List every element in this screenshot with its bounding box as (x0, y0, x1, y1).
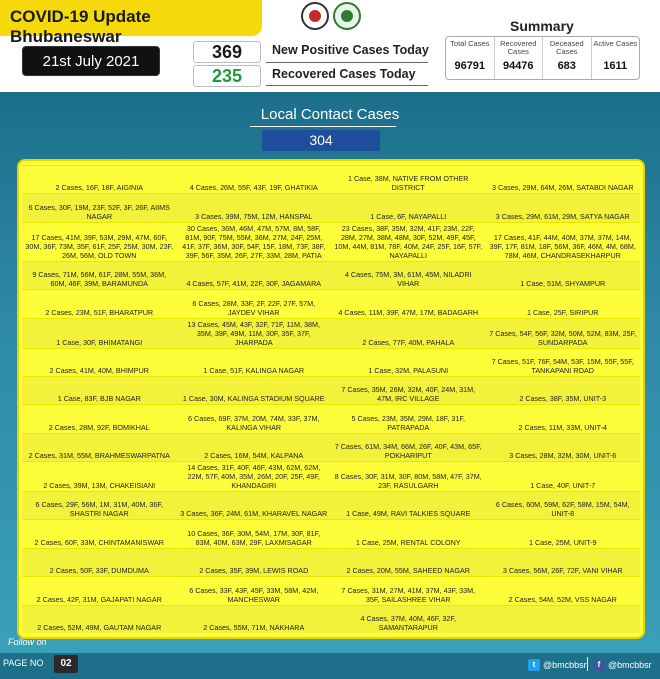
recovered-label: Recovered Cases Today (272, 67, 416, 81)
case-cell: 1 Case, 25M, RENTAL COLONY (331, 519, 486, 547)
case-cell: 8 Cases, 30F, 31M, 30F, 80M, 58M, 47F, 37M, 23F, RASULGARH (331, 461, 486, 491)
case-cell: 1 Case, 25F, SIRIPUR (486, 289, 641, 317)
case-cell: 30 Cases, 36M, 46M, 47M, 57M, 8M, 58F, 81M, 90F, 75M, 55M, 36M, 27M, 24F, 25M, 41F, 37F, 36M, 30F, 54F, 15F, 18M, 73F, 38F, 39F, 56F, 35M, 26F, 27F, 33M, 28M, PATIA (177, 222, 332, 261)
summary-deceased (543, 37, 592, 79)
case-cell: 6 Cases, 30F, 19M, 23F, 52F, 3F, 26F, AIIMS NAGAR (22, 193, 177, 221)
case-cell: 2 Cases, 35F, 39M, LEWIS ROAD (177, 548, 332, 576)
case-cell: 13 Cases, 45M, 43F, 32F, 71F, 11M, 38M, 35M, 39F, 49M, 11M, 30F, 35F, 37F, JHARPADA (177, 318, 332, 348)
case-cell: 2 Cases, 54M, 52M, VSS NAGAR (486, 576, 641, 604)
case-cell: 1 Case, 83F, BJB NAGAR (22, 376, 177, 404)
case-cell: 3 Cases, 29M, 61M, 29M, SATYA NAGAR (486, 193, 641, 221)
new-positive-count: 369 (193, 41, 261, 63)
case-cell: 2 Cases, 55M, 71M, NAKHARA (177, 605, 332, 633)
bmc-logo-icon (333, 2, 361, 30)
case-cell: 23 Cases, 38F, 35M, 32M, 41F, 23M, 22F, 28M, 27M, 38M, 48M, 30F, 52M, 49F, 45F, 10M, 44M, 81M, 78F, 40M, 24F, 25F, 16F, 57F, NAYAPALLI (331, 222, 486, 261)
case-cell: 2 Cases, 16F, 18F, AIGINIA (22, 165, 177, 193)
divider (266, 85, 428, 86)
case-cell: 17 Cases, 41M, 39F, 53M, 29M, 47M, 60F, 30M, 36F, 73M, 35F, 61F, 25F, 25M, 30M, 23F, 26M, 56M, OLD TOWN (22, 222, 177, 261)
case-cell: 2 Cases, 23M, 51F, BHARATPUR (22, 289, 177, 317)
summary-recovered (495, 37, 544, 79)
twitter-handle-text: @bmcbbsr (543, 660, 587, 670)
case-cell: 3 Cases, 28M, 32M, 30M, UNIT-6 (486, 433, 641, 461)
odisha-emblem-icon (301, 2, 329, 30)
case-cell: 1 Case, 30F, BHIMATANGI (22, 318, 177, 348)
follow-on-label: Follow on (8, 637, 47, 647)
header (0, 0, 660, 92)
case-cell: 2 Cases, 38F, 35M, UNIT-3 (486, 376, 641, 404)
date-badge: 21st July 2021 (22, 46, 160, 76)
case-cell: 6 Cases, 69F, 37M, 20M, 74M, 33F, 37M, KALINGA VIHAR (177, 404, 332, 432)
case-cell: 9 Cases, 71M, 56M, 61F, 28M, 55M, 36M, 60M, 46F, 39M, BARAMUNDA (22, 261, 177, 289)
case-cell: 14 Cases, 31F, 40F, 46F, 43M, 62M, 62M, 22M, 57F, 40M, 35M, 26M, 20F, 25F, 49F, KHANDAGIRI (177, 461, 332, 491)
case-cell: 6 Cases, 29F, 56M, 1M, 31M, 40M, 36F, SHASTRI NAGAR (22, 491, 177, 519)
summary-box (445, 36, 640, 80)
case-cell: 2 Cases, 41M, 40M, BHIMPUR (22, 348, 177, 376)
title-banner (0, 0, 262, 46)
facebook-handle-text: @bmcbbsr (608, 660, 652, 670)
case-cell: 4 Cases, 37M, 40M, 46F, 32F, SAMANTARAPUR (331, 605, 486, 633)
case-cell: 7 Cases, 31M, 27M, 41M, 37M, 43F, 33M, 35F, SAILASHREE VIHAR (331, 576, 486, 604)
case-cell: 2 Cases, 60F, 33M, CHINTAMANISWAR (22, 519, 177, 547)
cases-grid (17, 159, 645, 639)
case-cell: 1 Case, 25M, UNIT-9 (486, 519, 641, 547)
recovered-count: 235 (193, 65, 261, 87)
twitter-icon: t (528, 659, 540, 671)
divider (250, 126, 396, 127)
page-no-label: PAGE NO (3, 658, 44, 668)
case-cell: 5 Cases, 23M, 35M, 29M, 18F, 31F, PATRAPADA (331, 404, 486, 432)
case-cell: 2 Cases, 20M, 55M, SAHEED NAGAR (331, 548, 486, 576)
summary-label: Recovered Cases (500, 39, 537, 56)
case-cell: 1 Case, 30M, KALINGA STADIUM SQUARE (177, 376, 332, 404)
case-cell: 3 Cases, 39M, 75M, 12M, HANSPAL (177, 193, 332, 221)
summary-total (446, 37, 495, 79)
case-cell: 3 Cases, 36F, 24M, 61M, KHARAVEL NAGAR (177, 491, 332, 519)
summary-active (592, 37, 640, 79)
case-cell: 2 Cases, 31M, 55M, BRAHMESWARPATNA (22, 433, 177, 461)
case-cell: 1 Case, 38M, NATIVE FROM OTHER DISTRICT (331, 165, 486, 193)
case-cell: 3 Cases, 56M, 26F, 72F, VANI VIHAR (486, 548, 641, 576)
case-cell: 7 Cases, 51F, 76F, 54M, 53F, 15M, 55F, 55F, TANKAPANI ROAD (486, 348, 641, 376)
case-cell: 1 Case, 32M, PALASUNI (331, 348, 486, 376)
case-cell: 2 Cases, 11M, 33M, UNIT-4 (486, 404, 641, 432)
summary-label: Deceased Cases (549, 39, 584, 56)
summary-value: 683 (557, 60, 576, 72)
facebook-handle[interactable] (593, 657, 652, 673)
section-count: 304 (262, 130, 380, 151)
case-cell: 4 Cases, 26M, 55F, 43F, 19F, GHATIKIA (177, 165, 332, 193)
twitter-handle[interactable] (528, 657, 587, 673)
case-cell: 7 Cases, 35M, 26M, 32M, 40F, 24M, 31M, 47M, IRC VILLAGE (331, 376, 486, 404)
page-number: 02 (54, 655, 78, 673)
case-cell: 2 Cases, 77F, 40M, PAHALA (331, 318, 486, 348)
case-cell: 3 Cases, 29M, 64M, 26M, SATABDI NAGAR (486, 165, 641, 193)
case-cell: 1 Case, 40F, UNIT-7 (486, 461, 641, 491)
section-title: Local Contact Cases (260, 106, 400, 123)
case-cell: 6 Cases, 28M, 33F, 2F, 22F, 27F, 57M, JAYDEV VIHAR (177, 289, 332, 317)
case-cell: 6 Cases, 60M, 59M, 62F, 58M, 15M, 54M, UNIT-8 (486, 491, 641, 519)
facebook-icon: f (593, 659, 605, 671)
case-cell (486, 605, 641, 633)
case-cell: 1 Case, 51M, SHYAMPUR (486, 261, 641, 289)
case-cell: 2 Cases, 28M, 92F, BOMIKHAL (22, 404, 177, 432)
case-cell: 2 Cases, 52M, 49M, GAUTAM NAGAR (22, 605, 177, 633)
summary-value: 1611 (603, 60, 628, 72)
case-cell: 2 Cases, 16M, 54M, KALPANA (177, 433, 332, 461)
case-cell: 4 Cases, 57F, 41M, 22F, 30F, JAGAMARA (177, 261, 332, 289)
case-cell: 1 Case, 51F, KALINGA NAGAR (177, 348, 332, 376)
page-title: COVID-19 Update Bhubaneswar (10, 7, 151, 46)
summary-title: Summary (510, 18, 574, 34)
case-cell: 4 Cases, 75M, 3M, 61M, 45M, NILADRI VIHAR (331, 261, 486, 289)
divider (587, 657, 588, 671)
summary-value: 94476 (502, 60, 534, 72)
main-panel (0, 92, 660, 653)
summary-label: Active Cases (593, 39, 638, 48)
case-cell: 17 Cases, 41F, 44M, 40M, 37M, 37M, 14M, 39F, 17F, 81M, 18F, 56M, 36F, 46M, 4M, 68M, 78M, 46M, CHANDRASEKHARPUR (486, 222, 641, 261)
case-cell: 2 Cases, 39M, 13M, CHAKEISIANI (22, 461, 177, 491)
case-cell: 2 Cases, 42F, 31M, GAJAPATI NAGAR (22, 576, 177, 604)
case-cell: 7 Cases, 61M, 34M, 66M, 26F, 40F, 43M, 65F, POKHARIPUT (331, 433, 486, 461)
case-cell: 2 Cases, 50F, 33F, DUMDUMA (22, 548, 177, 576)
case-cell: 1 Case, 49M, RAVI TALKIES SQUARE (331, 491, 486, 519)
case-cell: 7 Cases, 54F, 56F, 32M, 50M, 52M, 83M, 25F, SUNDARPADA (486, 318, 641, 348)
new-positive-label: New Positive Cases Today (272, 43, 429, 57)
divider (266, 62, 428, 63)
case-cell: 4 Cases, 11M, 39F, 47M, 17M, BADAGARH (331, 289, 486, 317)
case-cell: 10 Cases, 36F, 30M, 54M, 17M, 30F, 81F, 83M, 40M, 63M, 29F, LAXMISAGAR (177, 519, 332, 547)
summary-label: Total Cases (450, 39, 490, 48)
case-cell: 1 Case, 6F, NAYAPALLI (331, 193, 486, 221)
case-cell: 6 Cases, 33F, 43F, 45F, 33M, 58M, 42M, MANCHESWAR (177, 576, 332, 604)
summary-value: 96791 (454, 60, 486, 72)
